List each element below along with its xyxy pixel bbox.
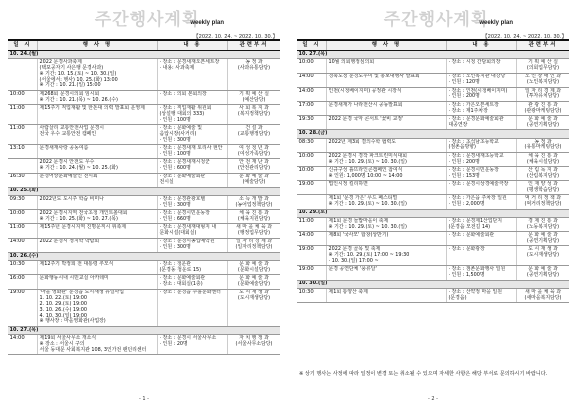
day-header-row bbox=[297, 130, 569, 138]
time-cell: 19:00 bbox=[297, 246, 327, 265]
detail-cell: · 장소 : 문경시농업예약원 · 인원 : 300명 bbox=[158, 239, 228, 252]
table-row bbox=[297, 289, 569, 303]
day-label: 10. 27.(목) bbox=[9, 326, 39, 333]
table-row bbox=[8, 125, 280, 145]
table-row bbox=[297, 195, 569, 209]
detail-cell: · 장소 : 문경새재초등학교 · 인원 : 200명 bbox=[447, 153, 517, 166]
dept-cell: 관 광 진 흥 과 (관광마케팅담당) bbox=[524, 101, 562, 114]
masthead-subtitle: weekly plan bbox=[190, 20, 224, 26]
dept-cell: 산 림 녹 지 과 (산림복지담당) bbox=[526, 167, 560, 179]
masthead bbox=[8, 0, 286, 30]
dept-cell: 노 인 장 애 인 과 (노인복지담당) bbox=[524, 73, 562, 86]
table-row bbox=[8, 275, 280, 289]
time-cell bbox=[297, 195, 327, 208]
detail-cell: · 장소 : 문경문화예술회관 대공연장 bbox=[447, 116, 517, 129]
event-cell: 문화행동시내 시민교실 아카데미 bbox=[38, 275, 158, 288]
dept-cell: 먹 거 리 정 책 과 (먹거리정책담당) bbox=[524, 195, 562, 208]
table-row bbox=[8, 261, 280, 275]
detail-cell: · 장소 : 초석남초등학교 (점촌읍방향) bbox=[447, 139, 517, 152]
time-cell: 10:30 bbox=[297, 289, 327, 302]
header-event: 행 사 명 bbox=[327, 41, 447, 50]
time-cell: 19:30 bbox=[297, 116, 327, 129]
time-cell: 10:00 bbox=[297, 153, 327, 166]
table-row bbox=[297, 116, 569, 130]
time-cell: 16:30 bbox=[8, 174, 38, 187]
detail-cell: · 장소 : 가은오픈세트장 · 장소 : 제1주차장 bbox=[447, 102, 517, 115]
masthead bbox=[297, 0, 575, 30]
detail-cell: · 장소 : 문화광장 bbox=[447, 246, 517, 265]
dept-cell: 일 자 리 경 제 과 (투자유치담당) bbox=[524, 87, 562, 100]
time-cell: 16:00 bbox=[8, 275, 38, 288]
detail-cell: · 장소 : 문화예술회관 bbox=[447, 232, 517, 245]
schedule-period: 【2022. 10. 24. ~ 2022. 10. 30.】 bbox=[193, 34, 278, 40]
table-row bbox=[297, 153, 569, 167]
header-dept: 관련부서 bbox=[239, 42, 269, 48]
event-cell: 10월 의회행정심의회 bbox=[327, 59, 447, 72]
table-row bbox=[297, 139, 569, 153]
time-cell: 08:30 bbox=[297, 139, 327, 152]
detail-cell: · 장소 : 문경시상경예술극장 bbox=[447, 181, 517, 194]
event-cell: 2022 문경시 정지학 박람회 bbox=[38, 239, 158, 252]
event-cell: 제15주년 문경시지역 진명운직시 위촉제 bbox=[38, 224, 158, 237]
day-label: 10. 24.(월) bbox=[9, 51, 39, 57]
time-cell: 11:00 bbox=[297, 218, 327, 231]
detail-cell: · 장소 : 문경새재시청군 · 인원 : 600명 bbox=[158, 159, 228, 172]
day-label: 10. 27.(목) bbox=[298, 51, 328, 57]
event-cell: 제12주기 박정희 전 대통령 추모식 bbox=[38, 261, 158, 274]
time-cell bbox=[8, 159, 38, 172]
dept-cell: 체 육 진 흥 과 (체육지원담당) bbox=[237, 210, 271, 222]
table-row bbox=[297, 246, 569, 266]
table-row bbox=[8, 105, 280, 125]
detail-cell: · 장소 : 문경새재대형지 내 문화시설(대회실) bbox=[158, 224, 228, 237]
table-header bbox=[297, 41, 569, 51]
time-cell: 10:00 bbox=[297, 59, 327, 72]
masthead-subtitle: weekly plan bbox=[479, 20, 513, 26]
detail-cell: · 장소 : 문화예술회관 · 장소 : 대회실(1층) bbox=[158, 275, 228, 288]
time-cell: 10:00 bbox=[8, 210, 38, 223]
dept-cell: 사 회 복 지 과 (복지정책담당) bbox=[237, 105, 271, 117]
event-cell: 법인시정 킬리하면 bbox=[327, 181, 447, 194]
event-cell: 2022 문경시 안전도 우수 ※ 기간 : 10. 24.(월) ~ 10. 25.(화) bbox=[38, 159, 158, 172]
detail-cell: · 장소 : 문화예술 및 음압시장(사거리) · 인원 : 300명 bbox=[158, 125, 228, 144]
dept-cell: 문 화 예 술 과 (문화예술담당) bbox=[237, 275, 271, 287]
dept-cell: 여 성 청 년 과 (여성가족담당) bbox=[237, 145, 271, 157]
detail-cell: · 장소 : 문경시민운동장 · 인원 : 660명 bbox=[158, 210, 228, 223]
detail-cell: · 장소 : 문경새재오픈세트장 · 내용: 사과축제 bbox=[158, 59, 228, 90]
event-cell: 2022 문경사과축제 (택포공자기 사은행 문경사과) ※ 기간: 10. 15.(토) ~ 10. 30.(일) (서울에서: 행사) 10. 25.(화) 13:00 ※ 기간 : 10. 21.(일) 15:00 bbox=[38, 59, 158, 90]
event-cell: 제1회 통양산 축제 bbox=[327, 289, 447, 302]
table-row bbox=[297, 59, 569, 73]
event-cell: 2022년 제3회 결의수학 협력도 bbox=[327, 139, 447, 152]
time-cell: 10:00 bbox=[8, 91, 38, 104]
dept-cell: 문 화 예 술 과 (공연기획담당) bbox=[526, 232, 560, 244]
dept-cell: 안 전 재 난 과 (안전관리담당) bbox=[237, 159, 271, 171]
dept-cell: 도 시 재 생 과 (도시재생담당) bbox=[237, 289, 271, 302]
event-cell: 신규구성 흙뜨라인콘캠페인 참여식 ※ 인원: 1,000명 10:00 ~ 14:00 bbox=[327, 167, 447, 180]
dept-cell: 농 정 과 (유통마케팅담당) bbox=[524, 138, 562, 151]
day-header-row bbox=[8, 51, 280, 59]
table-row bbox=[297, 266, 569, 280]
detail-cell: · 장소 : 노인복지관 대강당 · 인원 : 120명 bbox=[447, 74, 517, 87]
event-cell: 제8회 '국사모' 합창(상반기) bbox=[327, 232, 447, 245]
detail-cell: · 장소 : 문경관광호텔 · 인원 : 300명 bbox=[158, 196, 228, 209]
dept-cell: 자 치 행 정 과 (서울사무소담당) bbox=[235, 335, 273, 347]
event-cell: 인천(시청베이지미) 공정관 시장식 bbox=[327, 88, 447, 101]
time-cell: 10:30 bbox=[8, 261, 38, 274]
time-cell: 14:00 bbox=[297, 88, 327, 101]
event-cell: 사람살리 교통안전사업 문경시 전국 우수 교통안전 캠페인 bbox=[38, 125, 158, 144]
detail-cell: · 장소 : 문경제1산업단지 (문경읍 모전길 14) bbox=[447, 218, 517, 231]
time-cell: 13:10 bbox=[8, 145, 38, 158]
dept-cell: 문 화 예 술 과 (공연기획담당) bbox=[526, 266, 560, 278]
table-row bbox=[8, 239, 280, 253]
event-cell: 제15주기 직업재활 및 한돈대 의력 발표회 운영제 bbox=[38, 105, 158, 124]
event-cell: 2022 문경 골목 빛 축제 ※ 기간: 10. 29.(토) 17:00 ~ 19:30 · 10. 30.(일) 17:00 ~ bbox=[327, 246, 447, 265]
table-row bbox=[8, 196, 280, 210]
detail-cell: · 장소 : 문화예술회관 전시실 bbox=[158, 174, 228, 187]
detail-cell: · 장소 : 산약정 마을 일원 (문경읍) bbox=[447, 289, 517, 302]
detail-cell: · 장소 : 가은읍 주차장 일원 · 인원 : 2,000명 bbox=[447, 195, 517, 208]
detail-cell: · 장소 : 문경새재 토리사 현안 · 인원 : 100명 bbox=[158, 145, 228, 158]
detail-cell: · 장소 : 문경시 서울사무소 · 인원 : 20명 bbox=[158, 335, 228, 354]
masthead-title: 주간행사계획 bbox=[383, 10, 489, 30]
dept-cell: 인 재 양 성 과 (평생학습담당) bbox=[526, 181, 560, 193]
dept-cell: 기 획 예 산 실 (예산담당) bbox=[239, 90, 269, 103]
time-cell: 14:00 bbox=[297, 232, 327, 245]
time-cell: 14:00 bbox=[8, 335, 38, 354]
detail-cell: · 장소 : 문경읍 주흘문화센터 bbox=[158, 290, 228, 326]
time-cell: 11:00 bbox=[8, 105, 38, 124]
day-label: 10. 25.(화) bbox=[9, 187, 39, 194]
header-date: 일 시 bbox=[297, 41, 327, 50]
time-cell bbox=[8, 59, 38, 90]
table-row bbox=[8, 174, 280, 188]
dept-cell: 일 자 리 경 제 과 (일자리정책담당) bbox=[235, 238, 273, 251]
table-body bbox=[8, 51, 280, 355]
time-cell: 11:00 bbox=[8, 125, 38, 144]
table-row bbox=[297, 232, 569, 246]
dept-cell: 소 득 개 발 과 (농어업정책담당) bbox=[235, 196, 273, 208]
day-header-row bbox=[297, 51, 569, 59]
dept-cell: 기 획 예 산 실 (의회업무담당) bbox=[526, 59, 560, 71]
page-number: - 1 - bbox=[139, 396, 149, 402]
table-row bbox=[8, 159, 280, 173]
event-cell: 제1회 문경 들밥마을이 축제 ※ 기간 : 10. 29.(토) ~ 10. 30.(일) bbox=[327, 218, 447, 231]
schedule-table bbox=[8, 39, 280, 355]
time-cell: 19:00 bbox=[297, 181, 327, 194]
time-cell: 11:00 bbox=[8, 224, 38, 237]
dept-cell: 새 마 을 체 육 과 (행정업무담당) bbox=[235, 224, 273, 237]
detail-cell: · 장소 : 인천(시청베이지미) · 인원 : 200명 bbox=[447, 88, 517, 101]
time-cell: 17:00 bbox=[297, 102, 327, 115]
event-cell: 문경새재가 나라전산시 공동발표회 bbox=[327, 102, 447, 115]
dept-cell: 문 화 예 술 과 (문화시설담당) bbox=[237, 261, 271, 273]
event-cell: 2022년도 도시주 학습 비미나 bbox=[38, 196, 158, 209]
table-row bbox=[8, 335, 280, 355]
dept-cell: 농 정 과 (사과유통담당) bbox=[237, 59, 271, 71]
dept-cell: 건 설 과 (교통행정담당) bbox=[237, 125, 271, 137]
page-1 bbox=[8, 0, 286, 410]
table-row bbox=[8, 290, 280, 327]
time-cell: 14:00 bbox=[8, 239, 38, 252]
detail-cell: · 장소 : 의회 본회의장 bbox=[158, 91, 228, 104]
time-cell: 19:00 bbox=[297, 266, 327, 279]
detail-cell: · 장소 : 점촌문화행사 일원 · 인원 : 1,500명 bbox=[447, 266, 517, 279]
table-row bbox=[8, 59, 280, 91]
event-cell: 문경어상문화예술인 전시회 bbox=[38, 174, 158, 187]
table-row bbox=[297, 218, 569, 232]
detail-cell: · 장소 : 시청 간담회의장 bbox=[447, 59, 517, 72]
day-label: 10. 29.(토) bbox=[298, 209, 328, 216]
header-detail: 내 용 bbox=[447, 41, 517, 50]
event-cell: 문경새재사랑 공동여름 bbox=[38, 145, 158, 158]
table-row bbox=[8, 91, 280, 105]
page-2 bbox=[297, 0, 575, 410]
detail-cell: · 장소 : 청운관 (문경동 청운로 15) bbox=[158, 261, 228, 274]
table-row bbox=[297, 88, 569, 102]
dept-cell: 도 시 재 생 과 (도시재생담당) bbox=[526, 246, 560, 259]
table-row bbox=[8, 224, 280, 238]
schedule-period: 【2022. 10. 24. ~ 2022. 10. 30.】 bbox=[482, 34, 567, 40]
day-label: 10. 28.(금) bbox=[298, 130, 328, 137]
event-cell: 경북도청 문경도우미 및 홍보대행사 발표회 bbox=[327, 74, 447, 87]
day-label: 10. 26.(수) bbox=[9, 252, 39, 259]
day-header-row bbox=[297, 210, 569, 218]
dept-cell: 문 화 예 술 과 (예술담당) bbox=[239, 173, 269, 186]
dept-cell: 체 육 진 흥 과 (체육시설담당) bbox=[526, 152, 560, 165]
header-dept: 관련부서 bbox=[528, 42, 558, 48]
dept-cell: 문 화 예 술 과 (공연기획담당) bbox=[526, 116, 560, 128]
page-number: - 2 - bbox=[428, 396, 438, 402]
time-cell: 10:00 bbox=[297, 167, 327, 180]
event-cell: 제19회 서울사무소 개소식 ※ 장소 : 서울시 구의 서울 동대문 사회복지관 108, 3인가전 팬던리센터 bbox=[38, 335, 158, 354]
day-label: 10. 30.(일) bbox=[298, 280, 328, 287]
time-cell: 09:30 bbox=[8, 196, 38, 209]
day-header-row bbox=[8, 188, 280, 196]
dept-cell: 경 제 진 흥 과 (노동복지담당) bbox=[526, 218, 560, 230]
header-event: 행 사 명 bbox=[38, 41, 158, 50]
event-cell: 문경 공연단체 '풍류달' bbox=[327, 266, 447, 279]
masthead-title: 주간행사계획 bbox=[94, 10, 200, 30]
schedule-table bbox=[297, 39, 569, 303]
time-cell: 19:00 bbox=[8, 290, 38, 326]
event-cell: '마을 영화관' 문경읍 도시재생 뉴딜사업 1. 10. 22.(토) 19:00 2. 10. 29.(토) 19:00 3. 10. 26.(수) 19:00 4. 10. 30.(일) 19:00 ※ 행사장 : 마을영화관(사업장) bbox=[38, 290, 158, 326]
table-body bbox=[297, 51, 569, 303]
time-cell: 14:00 bbox=[297, 74, 327, 87]
dept-cell: 새 마 을 체 육 과 (새마을복지담당) bbox=[524, 288, 562, 301]
day-header-row bbox=[8, 253, 280, 261]
header-detail: 내 용 bbox=[158, 41, 228, 50]
table-row bbox=[297, 74, 569, 88]
day-header-row bbox=[297, 281, 569, 289]
event-cell: 제1회 '문경 가은' 푸드 페스티벌 ※ 기간 : 10. 29.(토) ~ 10. 30.(일) bbox=[327, 195, 447, 208]
day-header-row bbox=[8, 327, 280, 335]
table-row bbox=[297, 167, 569, 181]
event-cell: 2022 문경시지역 전국초청 개인트볼대회 ※ 기간 : 10. 25.(화) ~ 10. 27.(목) bbox=[38, 210, 158, 223]
table-row bbox=[8, 210, 280, 224]
schedule-note: ※ 상기 행사는 사정에 따라 일정이 변경 또는 취소될 수 있으며 자세한 사항은 해당 부서로 문의하시기 바랍니다. bbox=[299, 371, 548, 377]
table-row bbox=[8, 145, 280, 159]
event-cell: 2022 문경 국악 콘서트 '꽃비 교정' bbox=[327, 116, 447, 129]
detail-cell: · 장소 : 직업재활 위원회 (상설행 대회의 333) · 인원 : 100명 bbox=[158, 105, 228, 124]
table-header bbox=[8, 41, 280, 51]
detail-cell: · 장소 : 문경시민운동장 · 인원 : 153명 bbox=[447, 167, 517, 180]
table-row bbox=[297, 102, 569, 116]
table-row bbox=[297, 181, 569, 195]
header-date: 일 시 bbox=[8, 41, 38, 50]
event-cell: 2022 문경시 경작 파크트린미식대회 ※ 기간 : 10. 29.(토) ~ 10. 30.(일) bbox=[327, 153, 447, 166]
event-cell: 제268회 문경시의회 임시회 ※ 기간 : 10. 21.(목) ~ 10. 26.(수) bbox=[38, 91, 158, 104]
